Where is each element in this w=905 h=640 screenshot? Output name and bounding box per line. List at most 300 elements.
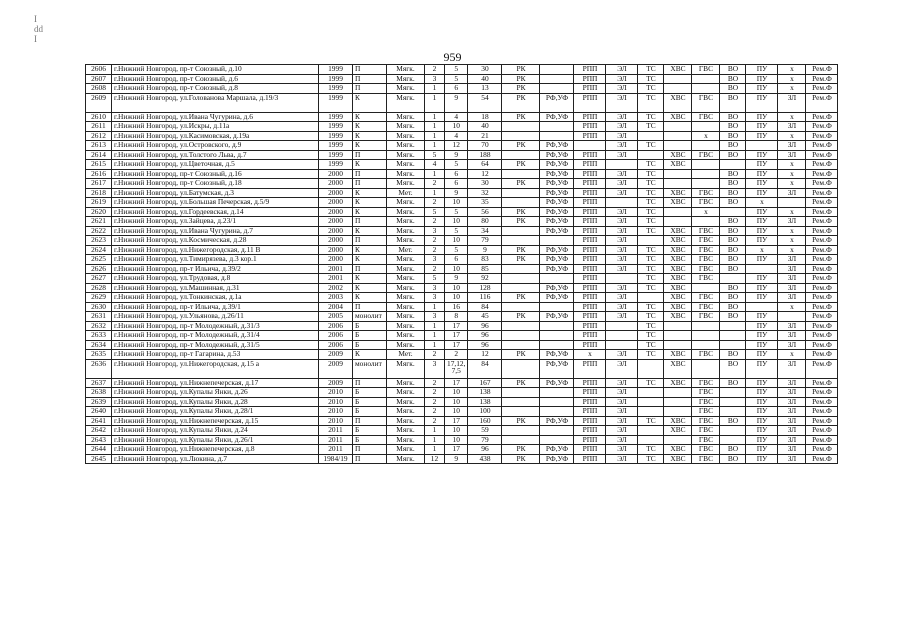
table-cell: Мет. <box>387 188 425 198</box>
table-cell: 12 <box>445 141 468 151</box>
table-cell <box>664 388 692 398</box>
table-cell: ЗЛ <box>778 217 806 227</box>
table-cell: 5 <box>445 160 468 170</box>
table-cell: 2011 <box>319 426 353 436</box>
table-cell: ЭЛ <box>606 150 638 160</box>
table-cell: 1999 <box>319 122 353 132</box>
table-cell: ВО <box>720 312 746 322</box>
table-cell: ПУ <box>746 388 778 398</box>
table-cell: РФ,УФ <box>540 350 574 360</box>
table-cell: ВО <box>720 416 746 426</box>
table-cell <box>502 264 540 274</box>
table-cell: х <box>778 302 806 312</box>
table-cell: Мягк. <box>387 331 425 341</box>
table-cell <box>606 160 638 170</box>
table-cell: г.Нижний Новгород, ул.Нижнепечерская, д.15 <box>112 416 319 426</box>
table-cell: ЭЛ <box>606 84 638 94</box>
corner-mark: I dd I <box>34 14 43 44</box>
table-row <box>86 321 838 331</box>
table-cell <box>720 274 746 284</box>
table-row <box>86 264 838 274</box>
table-cell: 8 <box>445 312 468 322</box>
table-cell: ЗЛ <box>778 264 806 274</box>
table-cell: 2 <box>425 179 445 189</box>
table-cell: РПП <box>574 198 606 208</box>
table-cell: ЗЛ <box>778 435 806 445</box>
table-cell: РФ,УФ <box>540 255 574 265</box>
table-cell: 2622 <box>86 226 112 236</box>
table-cell: 96 <box>468 445 502 455</box>
table-cell: 9 <box>468 245 502 255</box>
table-cell: 13 <box>468 84 502 94</box>
table-cell: ЗЛ <box>778 141 806 151</box>
table-cell: ТС <box>638 112 664 122</box>
table-cell: 2 <box>425 217 445 227</box>
table-cell: ЗЛ <box>778 340 806 350</box>
table-cell <box>720 388 746 398</box>
table-row <box>86 331 838 341</box>
table-cell: РПП <box>574 179 606 189</box>
table-cell: РФ,УФ <box>540 226 574 236</box>
table-row <box>86 217 838 227</box>
table-cell: ХВС <box>664 302 692 312</box>
table-cell: ЗЛ <box>778 426 806 436</box>
table-cell: г.Нижний Новгород, ул.Нижнепечерская, д.17 <box>112 378 319 388</box>
table-cell: г.Нижний Новгород, ул.Купалы Янки, д.28/1 <box>112 407 319 417</box>
table-cell: 79 <box>468 236 502 246</box>
table-cell: ТС <box>638 169 664 179</box>
table-cell: 2643 <box>86 435 112 445</box>
table-cell: 34 <box>468 226 502 236</box>
table-cell <box>692 160 720 170</box>
table-cell: 10 <box>445 388 468 398</box>
table-cell: К <box>353 160 387 170</box>
table-cell: 2 <box>425 65 445 75</box>
table-cell: г.Нижний Новгород, ул.Трудовая, д.8 <box>112 274 319 284</box>
table-cell: ЭЛ <box>606 407 638 417</box>
table-cell: К <box>353 131 387 141</box>
table-cell: ВО <box>720 236 746 246</box>
table-cell: ГВС <box>692 445 720 455</box>
table-cell: 160 <box>468 416 502 426</box>
table-cell: К <box>353 93 387 112</box>
table-cell: 116 <box>468 293 502 303</box>
table-cell: 2 <box>425 264 445 274</box>
table-cell <box>664 207 692 217</box>
table-row <box>86 150 838 160</box>
table-cell: ПУ <box>746 407 778 417</box>
table-cell: ВО <box>720 141 746 151</box>
table-cell: Рем.Ф <box>806 141 838 151</box>
table-cell: г.Нижний Новгород, ул.Островского, д.9 <box>112 141 319 151</box>
table-cell: 1 <box>425 340 445 350</box>
table-cell: ЭЛ <box>606 302 638 312</box>
table-cell: Мягк. <box>387 426 425 436</box>
table-cell: ЭЛ <box>606 283 638 293</box>
table-cell: Рем.Ф <box>806 388 838 398</box>
table-cell: РПП <box>574 122 606 132</box>
table-cell: г.Нижний Новгород, ул.Машинная, д.31 <box>112 283 319 293</box>
table-cell: РПП <box>574 331 606 341</box>
table-cell: РФ,УФ <box>540 416 574 426</box>
table-cell: Рем.Ф <box>806 160 838 170</box>
table-cell: РПП <box>574 378 606 388</box>
table-cell: РФ,УФ <box>540 264 574 274</box>
table-cell: 2614 <box>86 150 112 160</box>
table-row <box>86 160 838 170</box>
table-cell <box>664 131 692 141</box>
table-cell: ПУ <box>746 274 778 284</box>
table-cell <box>540 407 574 417</box>
table-cell: ТС <box>638 74 664 84</box>
table-cell: ВО <box>720 264 746 274</box>
table-cell: х <box>574 350 606 360</box>
table-cell: ЭЛ <box>606 350 638 360</box>
table-cell: г.Нижний Новгород, пр-т Ильича, д.39/2 <box>112 264 319 274</box>
table-cell: ЭЛ <box>606 359 638 378</box>
table-cell <box>540 331 574 341</box>
table-cell: ПУ <box>746 188 778 198</box>
table-cell: ХВС <box>664 93 692 112</box>
table-cell: ЭЛ <box>606 236 638 246</box>
table-cell: 2606 <box>86 65 112 75</box>
table-cell: 1 <box>425 435 445 445</box>
table-cell: П <box>353 74 387 84</box>
table-cell: 1999 <box>319 131 353 141</box>
table-cell: ХВС <box>664 378 692 388</box>
table-cell: ПУ <box>746 74 778 84</box>
table-cell: Б <box>353 388 387 398</box>
table-cell <box>606 340 638 350</box>
table-cell: ЗЛ <box>778 274 806 284</box>
table-cell: РПП <box>574 93 606 112</box>
table-cell: 1999 <box>319 74 353 84</box>
table-cell: Рем.Ф <box>806 169 838 179</box>
table-cell <box>720 407 746 417</box>
table-cell: РК <box>502 350 540 360</box>
table-cell: 10 <box>445 397 468 407</box>
table-cell: Мягк. <box>387 169 425 179</box>
table-cell: ЗЛ <box>778 397 806 407</box>
table-row <box>86 302 838 312</box>
table-cell: ПУ <box>746 226 778 236</box>
table-cell: РК <box>502 454 540 464</box>
table-cell: 2640 <box>86 407 112 417</box>
table-cell: 3 <box>425 74 445 84</box>
table-cell: 2621 <box>86 217 112 227</box>
housing-registry-table <box>85 64 838 464</box>
table-cell: ХВС <box>664 150 692 160</box>
table-cell: г.Нижний Новгород, ул.Цветочная, д.5 <box>112 160 319 170</box>
table-cell: 2631 <box>86 312 112 322</box>
table-cell: ЭЛ <box>606 454 638 464</box>
table-cell: Рем.Ф <box>806 321 838 331</box>
table-cell <box>540 131 574 141</box>
table-cell: 9 <box>445 93 468 112</box>
table-cell: 6 <box>445 84 468 94</box>
table-cell: 5 <box>445 245 468 255</box>
table-cell: 1984/19 <box>319 454 353 464</box>
table-cell: 3 <box>425 226 445 236</box>
table-cell: Рем.Ф <box>806 207 838 217</box>
table-cell: 85 <box>468 264 502 274</box>
table-cell: 1 <box>425 122 445 132</box>
table-cell: 17 <box>445 416 468 426</box>
table-cell: ХВС <box>664 416 692 426</box>
table-cell: 138 <box>468 397 502 407</box>
table-cell: 79 <box>468 435 502 445</box>
table-cell: РК <box>502 65 540 75</box>
table-cell: 1 <box>425 141 445 151</box>
table-cell: РК <box>502 74 540 84</box>
table-cell: ЗЛ <box>778 378 806 388</box>
table-cell <box>502 274 540 284</box>
table-cell <box>692 217 720 227</box>
table-cell <box>638 236 664 246</box>
table-cell: Мягк. <box>387 226 425 236</box>
table-cell: РПП <box>574 207 606 217</box>
table-cell: 1 <box>425 321 445 331</box>
table-cell <box>638 435 664 445</box>
table-cell: Рем.Ф <box>806 264 838 274</box>
table-cell: ТС <box>638 198 664 208</box>
table-cell: ПУ <box>746 169 778 179</box>
table-cell: Рем.Ф <box>806 74 838 84</box>
table-cell: г.Нижний Новгород, пр-т Молодежный, д.31/5 <box>112 340 319 350</box>
table-cell: 84 <box>468 302 502 312</box>
table-cell: ЗЛ <box>778 445 806 455</box>
table-cell: х <box>778 160 806 170</box>
table-cell: 2626 <box>86 264 112 274</box>
table-row <box>86 397 838 407</box>
table-cell: ТС <box>638 226 664 236</box>
table-cell: ЭЛ <box>606 388 638 398</box>
table-cell: Мет. <box>387 350 425 360</box>
table-cell: ХВС <box>664 255 692 265</box>
table-cell <box>502 397 540 407</box>
table-cell <box>540 274 574 284</box>
table-cell: 10 <box>445 217 468 227</box>
table-cell: ЗЛ <box>778 359 806 378</box>
table-cell: ХВС <box>664 65 692 75</box>
table-cell: ПУ <box>746 378 778 388</box>
table-cell <box>720 397 746 407</box>
table-cell: ГВС <box>692 226 720 236</box>
table-row <box>86 207 838 217</box>
table-cell: ГВС <box>692 426 720 436</box>
table-cell: 2613 <box>86 141 112 151</box>
table-cell: РФ,УФ <box>540 179 574 189</box>
table-cell: ТС <box>638 179 664 189</box>
table-cell: ТС <box>638 312 664 322</box>
table-cell: ПУ <box>746 321 778 331</box>
table-cell: ЗЛ <box>778 293 806 303</box>
table-cell: 2010 <box>319 388 353 398</box>
table-cell: 3 <box>425 312 445 322</box>
table-cell: ТС <box>638 84 664 94</box>
table-cell: РПП <box>574 131 606 141</box>
table-cell: П <box>353 169 387 179</box>
table-cell: 2009 <box>319 350 353 360</box>
table-cell: 100 <box>468 407 502 417</box>
table-cell: Рем.Ф <box>806 312 838 322</box>
table-cell: РПП <box>574 416 606 426</box>
table-cell: 17 <box>445 321 468 331</box>
table-cell: 1 <box>425 93 445 112</box>
table-row <box>86 112 838 122</box>
table-cell: Мягк. <box>387 283 425 293</box>
table-cell: Мягк. <box>387 445 425 455</box>
table-cell: 2630 <box>86 302 112 312</box>
table-cell: ЭЛ <box>606 207 638 217</box>
table-cell: 2632 <box>86 321 112 331</box>
table-cell: 2616 <box>86 169 112 179</box>
table-cell: ЗЛ <box>778 122 806 132</box>
table-cell: Мягк. <box>387 407 425 417</box>
table-cell: 2612 <box>86 131 112 141</box>
table-cell: ПУ <box>746 454 778 464</box>
table-cell: г.Нижний Новгород, ул.Ивана Чугурина, д.6 <box>112 112 319 122</box>
table-cell <box>664 217 692 227</box>
table-cell: Рем.Ф <box>806 340 838 350</box>
table-cell: ГВС <box>692 454 720 464</box>
table-cell: ТС <box>638 141 664 151</box>
table-cell: 96 <box>468 321 502 331</box>
table-cell: 10 <box>445 122 468 132</box>
table-cell: ТС <box>638 264 664 274</box>
table-cell: РПП <box>574 84 606 94</box>
table-cell: 2 <box>425 236 445 246</box>
table-cell: 3 <box>425 293 445 303</box>
table-cell: Рем.Ф <box>806 293 838 303</box>
table-cell: ВО <box>720 93 746 112</box>
table-cell: Б <box>353 397 387 407</box>
table-cell: ЭЛ <box>606 74 638 84</box>
table-cell: ХВС <box>664 283 692 293</box>
table-cell: ПУ <box>746 65 778 75</box>
table-cell: 2000 <box>319 245 353 255</box>
table-cell: ЭЛ <box>606 445 638 455</box>
table-cell: Рем.Ф <box>806 426 838 436</box>
table-cell: РПП <box>574 293 606 303</box>
table-cell: 2 <box>425 388 445 398</box>
table-cell: РПП <box>574 112 606 122</box>
table-cell: Б <box>353 321 387 331</box>
table-cell: 2 <box>425 378 445 388</box>
table-cell: 5 <box>445 207 468 217</box>
table-row <box>86 131 838 141</box>
table-cell: 2010 <box>319 407 353 417</box>
table-row <box>86 169 838 179</box>
table-cell: ТС <box>638 65 664 75</box>
table-cell: ПУ <box>746 350 778 360</box>
table-cell: ТС <box>638 302 664 312</box>
table-cell: х <box>778 245 806 255</box>
table-cell: ЭЛ <box>606 179 638 189</box>
table-cell: 2642 <box>86 426 112 436</box>
table-cell: 17 <box>445 340 468 350</box>
table-cell: г.Нижний Новгород, пр-т Молодежный, д.31/3 <box>112 321 319 331</box>
table-cell: РФ,УФ <box>540 150 574 160</box>
table-cell <box>692 122 720 132</box>
table-cell <box>502 169 540 179</box>
table-cell: РПП <box>574 283 606 293</box>
table-cell: г.Нижний Новгород, ул.Гордеевская, д.14 <box>112 207 319 217</box>
table-cell: 54 <box>468 93 502 112</box>
table-cell: 2624 <box>86 245 112 255</box>
table-cell: Рем.Ф <box>806 245 838 255</box>
table-cell: Мягк. <box>387 160 425 170</box>
table-cell: РПП <box>574 302 606 312</box>
table-cell: РПП <box>574 160 606 170</box>
table-cell: ГВС <box>692 388 720 398</box>
table-cell: 10 <box>445 198 468 208</box>
table-cell: г.Нижний Новгород, ул.Люкина, д.7 <box>112 454 319 464</box>
table-cell: 1999 <box>319 112 353 122</box>
table-cell: К <box>353 188 387 198</box>
table-cell <box>664 321 692 331</box>
table-cell: ЭЛ <box>606 188 638 198</box>
table-cell <box>502 340 540 350</box>
table-cell: П <box>353 65 387 75</box>
table-cell: 45 <box>468 312 502 322</box>
table-cell: 2000 <box>319 236 353 246</box>
table-cell: К <box>353 255 387 265</box>
table-cell: ГВС <box>692 312 720 322</box>
table-cell: К <box>353 245 387 255</box>
page-number: 959 <box>443 50 462 64</box>
table-row <box>86 245 838 255</box>
table-cell <box>502 198 540 208</box>
table-cell: ЗЛ <box>778 388 806 398</box>
table-row <box>86 141 838 151</box>
table-cell: 2000 <box>319 226 353 236</box>
table-cell: РПП <box>574 65 606 75</box>
table-cell: 10 <box>445 283 468 293</box>
table-cell: г.Нижний Новгород, ул.Космическая, д.28 <box>112 236 319 246</box>
table-cell <box>502 331 540 341</box>
table-cell: П <box>353 264 387 274</box>
table-cell: ВО <box>720 150 746 160</box>
table-cell: ГВС <box>692 255 720 265</box>
table-cell: ПУ <box>746 217 778 227</box>
table-cell: ТС <box>638 378 664 388</box>
table-cell: П <box>353 378 387 388</box>
table-cell <box>778 198 806 208</box>
table-cell: ПУ <box>746 160 778 170</box>
table-cell: Рем.Ф <box>806 454 838 464</box>
table-cell: ВО <box>720 245 746 255</box>
table-cell: РК <box>502 416 540 426</box>
table-cell: г.Нижний Новгород, ул.Купалы Янки, д.26 <box>112 388 319 398</box>
table-cell: 10 <box>445 264 468 274</box>
table-cell: К <box>353 350 387 360</box>
table-cell: К <box>353 198 387 208</box>
table-cell: ПУ <box>746 435 778 445</box>
table-cell: Мягк. <box>387 435 425 445</box>
table-cell: РПП <box>574 359 606 378</box>
table-cell: ЭЛ <box>606 169 638 179</box>
table-cell: ГВС <box>692 397 720 407</box>
table-row <box>86 198 838 208</box>
table-cell <box>502 302 540 312</box>
table-cell: 9 <box>445 274 468 284</box>
table-cell: 2005 <box>319 312 353 322</box>
table-cell: ПУ <box>746 84 778 94</box>
table-cell: 92 <box>468 274 502 284</box>
table-cell: Мягк. <box>387 397 425 407</box>
table-cell <box>540 74 574 84</box>
